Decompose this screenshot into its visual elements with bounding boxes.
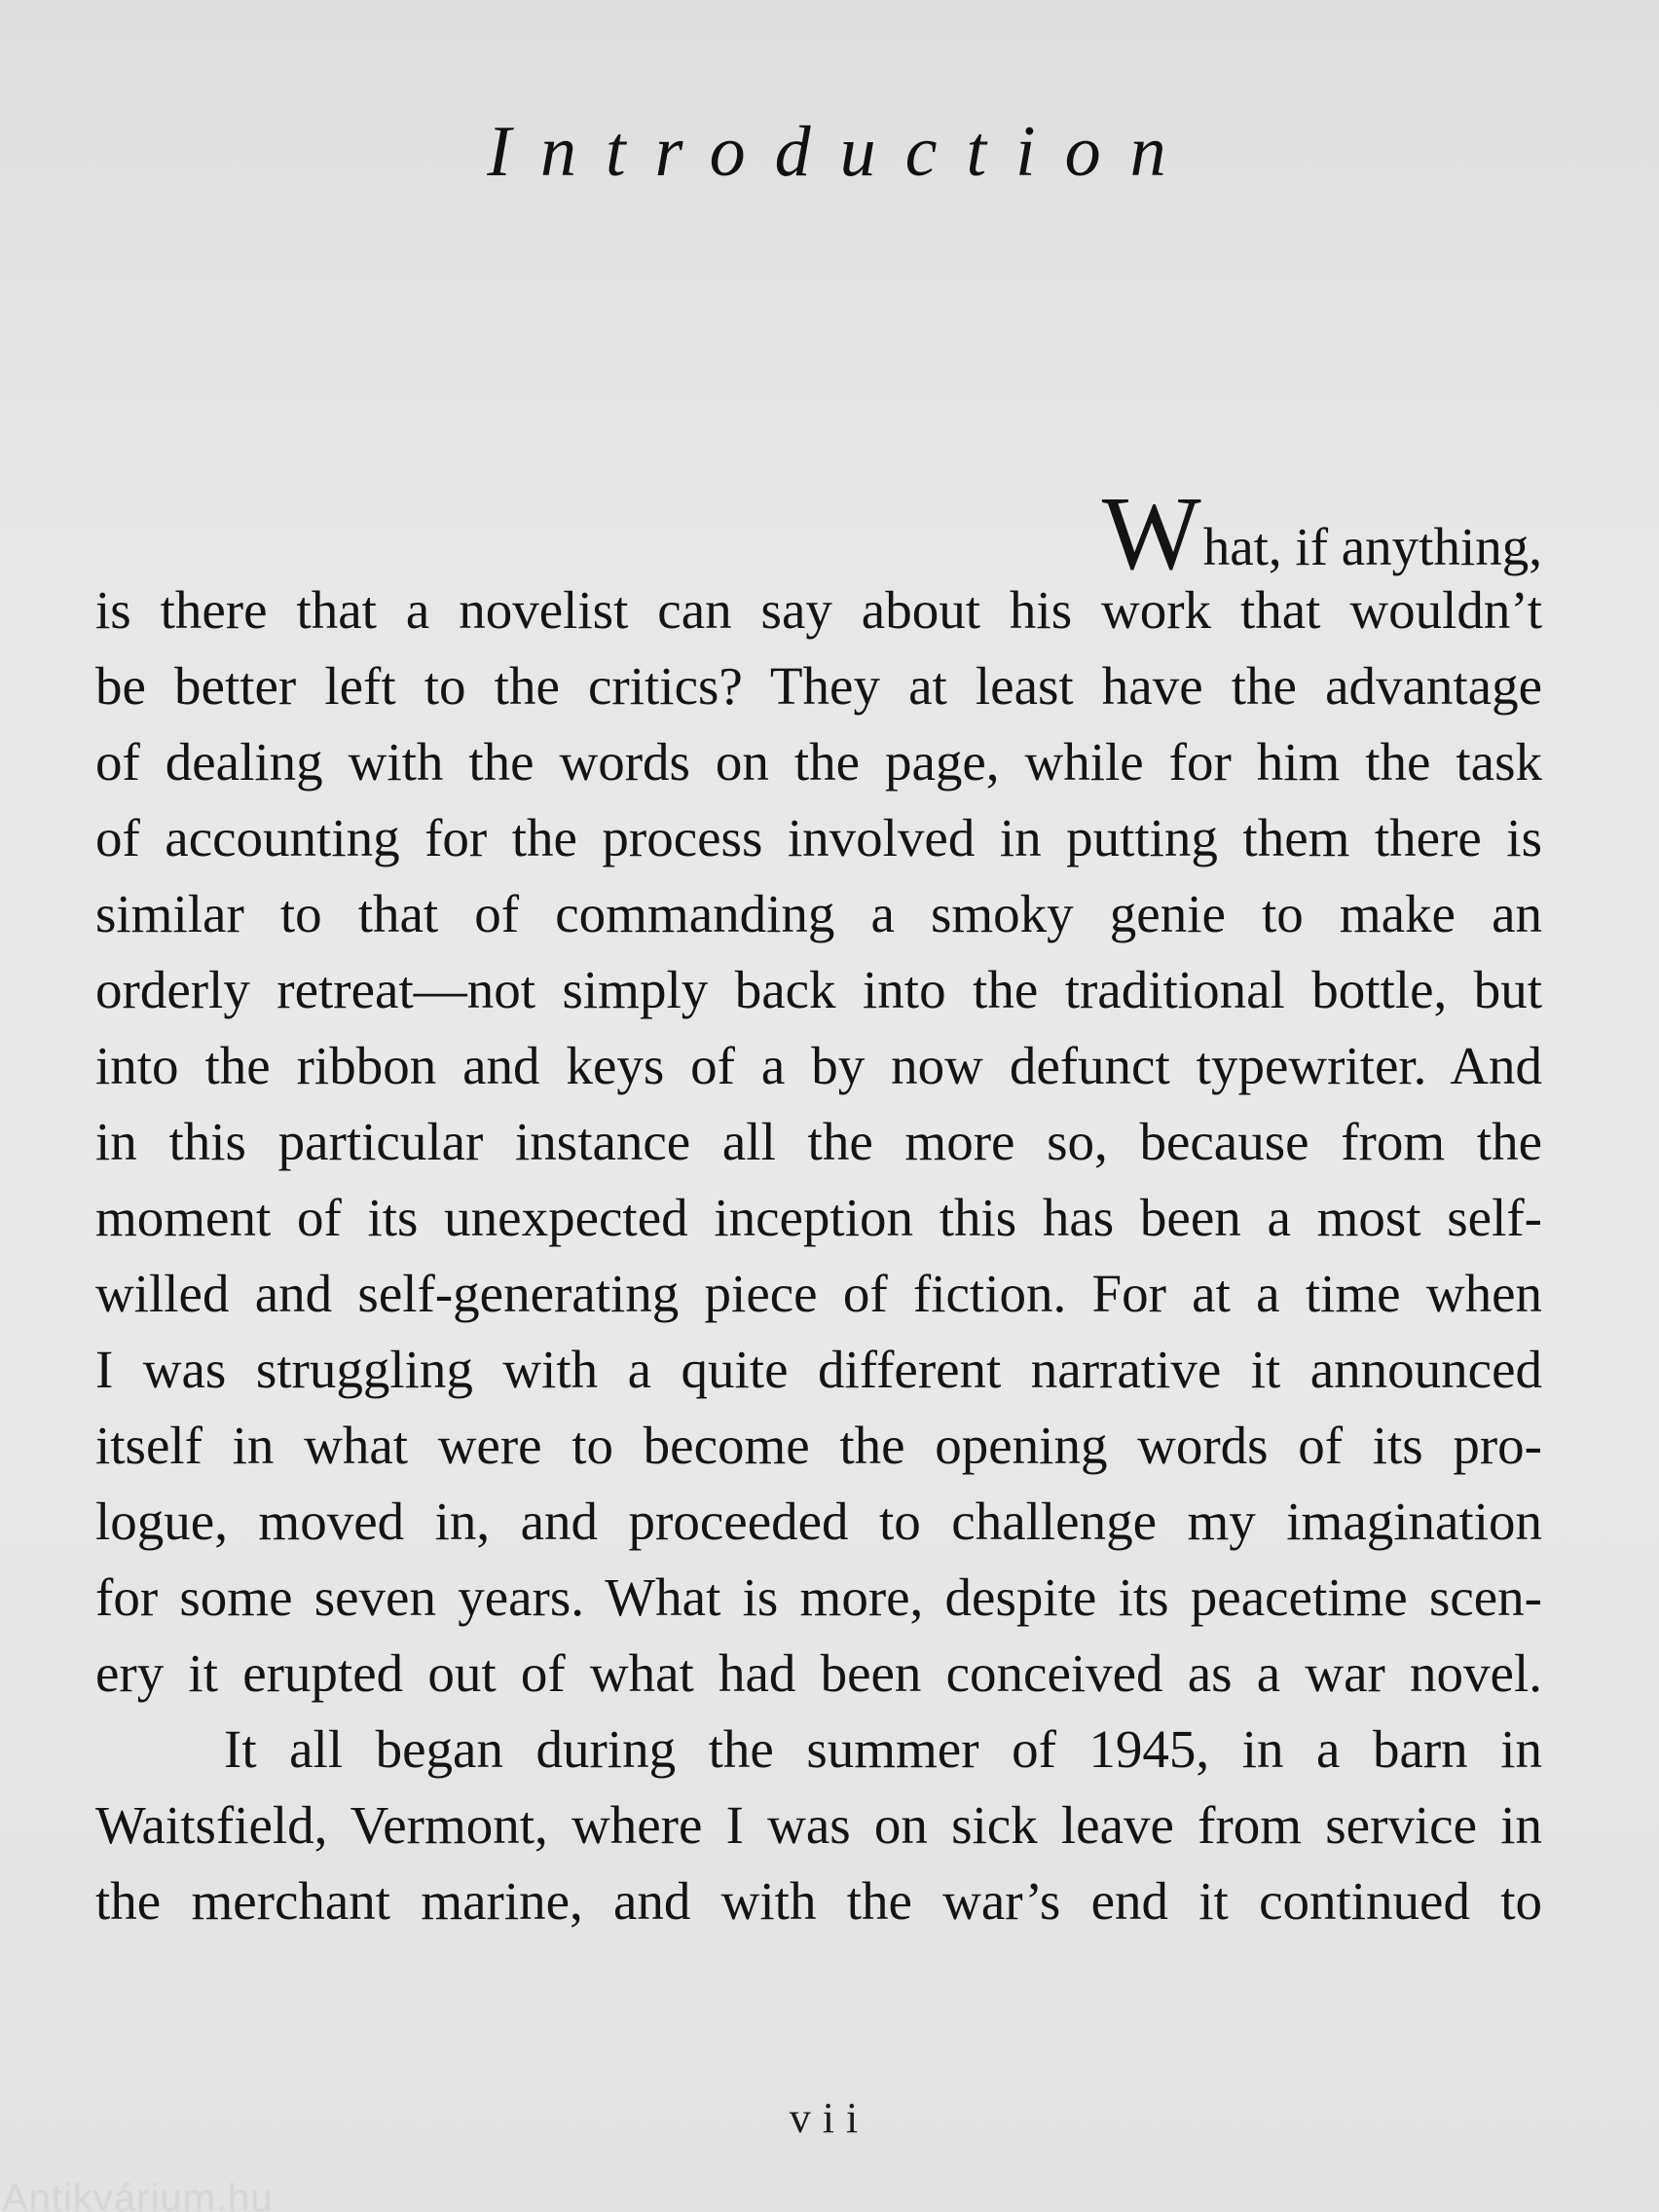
text-line: ery it erupted out of what had been conceived as a war novel. <box>95 1643 1542 1703</box>
text-line: willed and self-generating piece of fiction. For at a time when <box>95 1264 1542 1323</box>
text-line: orderly retreat—not simply back into the traditional bottle, but <box>95 960 1542 1019</box>
text-line: I was struggling with a quite different narrative it announced <box>95 1340 1542 1399</box>
chapter-title: Introduction <box>487 112 1196 192</box>
text-line-first <box>95 476 1542 592</box>
text-line: hat, if anything, <box>1202 517 1542 576</box>
text-line: is there that a novelist can say about his work that wouldn’t <box>95 580 1542 640</box>
text-line: moment of its unexpected inception this has been a most self- <box>95 1188 1542 1247</box>
text-line: of dealing with the words on the page, while for him the task <box>95 732 1542 792</box>
text-line: into the ribbon and keys of a by now defunct typewriter. And <box>95 1036 1542 1095</box>
text-line: Waitsfield, Vermont, where I was on sick leave from service in <box>95 1795 1542 1855</box>
text-line: be better left to the critics? They at least have the advantage <box>95 656 1542 716</box>
watermark: Antikvárium.hu <box>2 2177 274 2212</box>
text-line: logue, moved in, and proceeded to challenge my imagination <box>95 1492 1542 1551</box>
text-line: in this particular instance all the more so, because from the <box>95 1112 1542 1171</box>
text-line: the merchant marine, and with the war’s end it continued to <box>95 1871 1542 1931</box>
text-line: itself in what were to become the opening words of its pro- <box>95 1416 1542 1475</box>
text-line: of accounting for the process involved in putting them there is <box>95 808 1542 867</box>
text-line: for some seven years. What is more, despite its peacetime scen- <box>95 1567 1542 1627</box>
page-number: vii <box>789 2094 870 2142</box>
body-text <box>95 476 1542 1939</box>
text-line: similar to that of commanding a smoky genie to make an <box>95 884 1542 943</box>
text-line-indented: It all began during the summer of 1945, in a barn in <box>224 1719 1542 1779</box>
drop-cap: W <box>1101 476 1201 592</box>
